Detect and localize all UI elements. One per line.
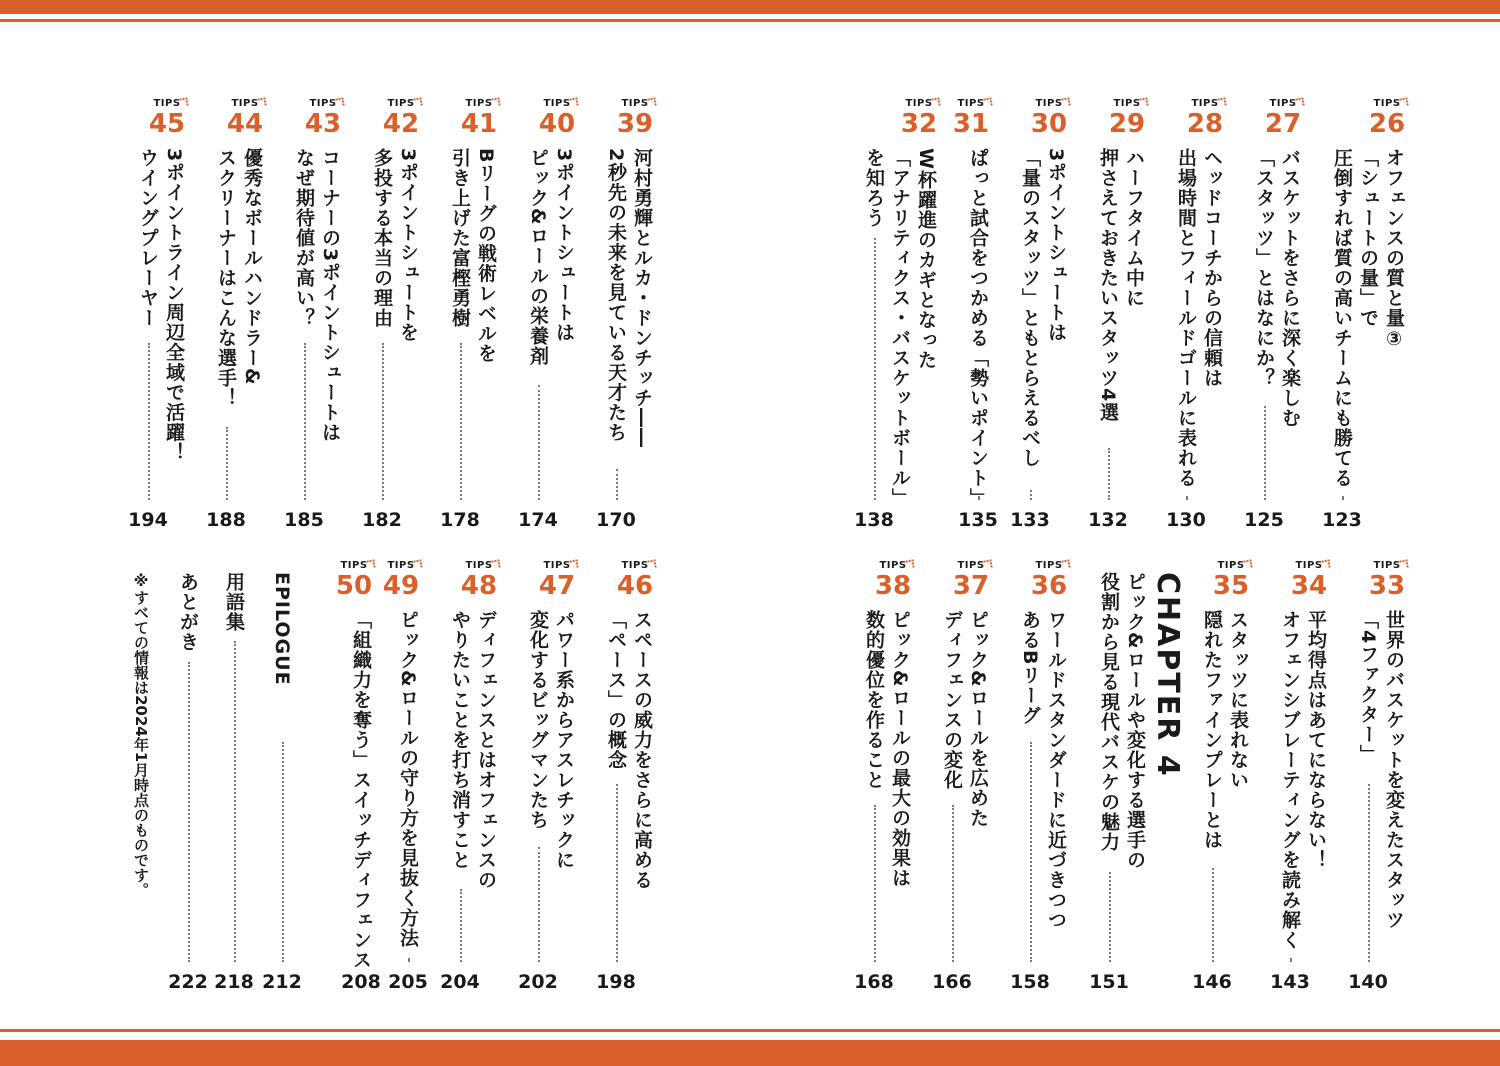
page-number: 132 bbox=[1088, 509, 1128, 531]
entry-title-line: ピック&ロールを広めた bbox=[967, 610, 989, 828]
entry-title-line: 平均得点はあてにならない！ bbox=[1305, 610, 1327, 870]
entry-title-line: 2秒先の未来を見ている天才たち bbox=[605, 148, 627, 443]
entry-title-line: 多投する本当の理由 bbox=[371, 148, 393, 328]
page-number: 138 bbox=[854, 509, 894, 531]
entry-title-line: 河村勇輝とルカ・ドンチッチ―― bbox=[631, 148, 653, 448]
extra-title[interactable]: 用語集 bbox=[223, 572, 245, 632]
entry-title-line: 「シュートの量」で bbox=[1357, 148, 1379, 328]
tips-label: TIPS bbox=[1024, 560, 1074, 572]
leader-dots bbox=[538, 385, 540, 500]
tips-number: 38 bbox=[874, 571, 912, 601]
tips-badge bbox=[1206, 560, 1256, 600]
tips-number: 33 bbox=[1368, 571, 1406, 601]
leader-dots bbox=[952, 805, 954, 962]
page-number: 202 bbox=[518, 971, 558, 993]
entry-title-line: 優秀なボールハンドラー& bbox=[241, 148, 263, 386]
entry-title-line: 「量のスタッツ」ともとらえるべし bbox=[1019, 148, 1041, 468]
tips-badge bbox=[142, 98, 192, 138]
tips-badge bbox=[532, 98, 582, 138]
tips-label: TIPS bbox=[1024, 98, 1074, 110]
page-number: 185 bbox=[284, 509, 324, 531]
tips-badge bbox=[532, 560, 582, 600]
entry-title-line: 「ペース」の概念 bbox=[605, 610, 627, 770]
page-number: 170 bbox=[596, 509, 636, 531]
entry-title-line: 世界のバスケットを変えたスタッツ bbox=[1383, 610, 1405, 930]
page-number: 143 bbox=[1270, 971, 1310, 993]
leader-dots bbox=[1264, 406, 1266, 500]
tips-number: 37 bbox=[952, 571, 990, 601]
tips-badge bbox=[946, 560, 996, 600]
page-number: 130 bbox=[1166, 509, 1206, 531]
entry-title-line: 「スタッツ」とはなにか？ bbox=[1253, 148, 1275, 388]
entry-title-line: パワー系からアスレチックに bbox=[553, 610, 575, 870]
leader-dots bbox=[1030, 490, 1032, 500]
entry-title-line: 3ポイントシュートは bbox=[553, 148, 575, 343]
entry-title-line: あるBリーグ bbox=[1019, 610, 1041, 726]
tips-badge bbox=[868, 560, 918, 600]
entry-title-line: ディフェンスの変化 bbox=[941, 610, 963, 790]
leader-dots bbox=[1030, 742, 1032, 962]
leader-dots bbox=[1290, 958, 1292, 962]
entry-title-line: ディフェンスとはオフェンスの bbox=[475, 610, 497, 890]
entry-title-line: ピック&ロールの栄養剤 bbox=[527, 148, 549, 366]
tips-label: TIPS bbox=[894, 98, 944, 110]
tips-label: TIPS bbox=[532, 560, 582, 572]
page-number: 135 bbox=[958, 509, 998, 531]
tips-label: TIPS bbox=[454, 560, 504, 572]
tips-label: TIPS bbox=[376, 560, 426, 572]
tips-label: TIPS bbox=[1102, 98, 1152, 110]
leader-dots bbox=[616, 784, 618, 962]
page-number: 205 bbox=[388, 971, 428, 993]
entry-title-line: 「アナリティクス・バスケットボール」 bbox=[889, 148, 911, 508]
entry-title-line: ワールドスタンダードに近づきつつ bbox=[1045, 610, 1067, 930]
entry-title-line: 出場時間とフィールドゴールに表れる bbox=[1175, 148, 1197, 488]
entry-title-line: 隠れたファインプレーとは bbox=[1201, 610, 1223, 850]
entry-title-line: ピック&ロールの守り方を見抜く方法 bbox=[397, 610, 419, 948]
leader-dots bbox=[978, 496, 980, 500]
top-orange-band bbox=[0, 0, 1500, 14]
tips-label: TIPS bbox=[454, 98, 504, 110]
page-number: 133 bbox=[1010, 509, 1050, 531]
tips-number: 46 bbox=[616, 571, 654, 601]
bottom-orange-band bbox=[0, 1040, 1500, 1066]
tips-number: 30 bbox=[1030, 109, 1068, 139]
leader-dots bbox=[1186, 496, 1188, 500]
tips-label: TIPS bbox=[1362, 98, 1412, 110]
leader-dots bbox=[874, 805, 876, 962]
tips-label: TIPS bbox=[1362, 560, 1412, 572]
leader-dots bbox=[1109, 872, 1111, 962]
entry-title-line: オフェンスの質と量③ bbox=[1383, 148, 1405, 351]
page-number: 146 bbox=[1192, 971, 1232, 993]
page-number: 158 bbox=[1010, 971, 1050, 993]
tips-badge bbox=[894, 98, 944, 138]
tips-label: TIPS bbox=[946, 98, 996, 110]
leader-dots bbox=[1108, 448, 1110, 500]
tips-badge bbox=[1258, 98, 1308, 138]
tips-number: 32 bbox=[900, 109, 938, 139]
tips-badge bbox=[1102, 98, 1152, 138]
entry-title-line: ウイングプレーヤー bbox=[137, 148, 159, 328]
entry-title-line: 3ポイントシュートは bbox=[1045, 148, 1067, 343]
page-number: 218 bbox=[214, 971, 254, 993]
leader-dots bbox=[408, 958, 410, 962]
tips-number: 31 bbox=[952, 109, 990, 139]
page-number: 168 bbox=[854, 971, 894, 993]
entry-title-line: 「組織力を奪う」スイッチディフェンス bbox=[350, 610, 372, 970]
page-number: 151 bbox=[1089, 971, 1129, 993]
chapter-label: CHAPTER 4 bbox=[1150, 572, 1185, 778]
entry-title-line: 引き上げた富樫勇樹 bbox=[449, 148, 471, 328]
tips-badge bbox=[1024, 560, 1074, 600]
tips-number: 42 bbox=[382, 109, 420, 139]
tips-number: 39 bbox=[616, 109, 654, 139]
tips-label: TIPS bbox=[868, 560, 918, 572]
entry-title-line: ヘッドコーチからの信頼は bbox=[1201, 148, 1223, 388]
leader-dots bbox=[361, 958, 363, 962]
leader-dots bbox=[226, 427, 228, 500]
tips-badge bbox=[376, 560, 426, 600]
tips-number: 43 bbox=[304, 109, 342, 139]
extra-title[interactable]: あとがき bbox=[177, 572, 199, 652]
tips-number: 28 bbox=[1186, 109, 1224, 139]
entry-title-line: コーナーの3ポイントシュートは bbox=[319, 148, 341, 443]
tips-badge bbox=[1284, 560, 1334, 600]
leader-dots bbox=[460, 343, 462, 500]
entry-title-line: 圧倒すれば質の高いチームにも勝てる bbox=[1331, 148, 1353, 488]
page-number: 123 bbox=[1322, 509, 1362, 531]
tips-badge bbox=[376, 98, 426, 138]
tips-number: 44 bbox=[226, 109, 264, 139]
tips-number: 49 bbox=[382, 571, 420, 601]
entry-title-line: 3ポイントシュートを bbox=[397, 148, 419, 343]
tips-number: 35 bbox=[1212, 571, 1250, 601]
tips-number: 29 bbox=[1108, 109, 1146, 139]
tips-number: 26 bbox=[1368, 109, 1406, 139]
entry-title-line: ハーフタイム中に bbox=[1123, 148, 1145, 308]
leader-dots bbox=[1342, 496, 1344, 500]
page-number: 198 bbox=[596, 971, 636, 993]
tips-number: 48 bbox=[460, 571, 498, 601]
tips-label: TIPS bbox=[946, 560, 996, 572]
tips-number: 40 bbox=[538, 109, 576, 139]
tips-label: TIPS bbox=[1206, 560, 1256, 572]
leader-dots bbox=[188, 662, 190, 962]
tips-number: 45 bbox=[148, 109, 186, 139]
page-number: 125 bbox=[1244, 509, 1284, 531]
tips-badge bbox=[1362, 98, 1412, 138]
tips-label: TIPS bbox=[1258, 98, 1308, 110]
leader-dots bbox=[460, 889, 462, 962]
leader-dots bbox=[234, 641, 236, 962]
page-number: 194 bbox=[128, 509, 168, 531]
tips-badge bbox=[454, 98, 504, 138]
tips-badge bbox=[610, 560, 660, 600]
tips-number: 36 bbox=[1030, 571, 1068, 601]
entry-title-line: スペースの威力をさらに高める bbox=[631, 610, 653, 890]
entry-title-line: ピック&ロールの最大の効果は bbox=[889, 610, 911, 888]
tips-number: 50 bbox=[335, 571, 373, 601]
leader-dots bbox=[382, 343, 384, 500]
chapter-title-line: ピック&ロールや変化する選手の bbox=[1124, 572, 1146, 870]
tips-badge bbox=[329, 560, 379, 600]
leader-dots bbox=[1212, 868, 1214, 962]
leader-dots bbox=[1368, 784, 1370, 962]
tips-number: 47 bbox=[538, 571, 576, 601]
page-number: 182 bbox=[362, 509, 402, 531]
entry-title-line: 3ポイントライン周辺全域で活躍！ bbox=[163, 148, 185, 463]
chapter-title-line: 役割から見る現代バスケの魅力 bbox=[1098, 572, 1120, 852]
page-number: 188 bbox=[206, 509, 246, 531]
tips-label: TIPS bbox=[298, 98, 348, 110]
tips-label: TIPS bbox=[142, 98, 192, 110]
tips-badge bbox=[1024, 98, 1074, 138]
tips-number: 41 bbox=[460, 109, 498, 139]
entry-title-line: を知ろう bbox=[863, 148, 885, 228]
page-number: 166 bbox=[932, 971, 972, 993]
page-number: 212 bbox=[262, 971, 302, 993]
entry-title-line: スクリーナーはこんな選手！ bbox=[215, 148, 237, 408]
entry-title-line: 「4ファクター」 bbox=[1357, 610, 1379, 765]
tips-label: TIPS bbox=[610, 560, 660, 572]
extra-title[interactable]: EPILOGUE bbox=[271, 572, 293, 686]
leader-dots bbox=[616, 469, 618, 500]
entry-title-line: ぱっと試合をつかめる「勢いポイント」 bbox=[967, 148, 989, 508]
leader-dots bbox=[282, 742, 284, 962]
entry-title-line: 数的優位を作ること bbox=[863, 610, 885, 790]
tips-label: TIPS bbox=[610, 98, 660, 110]
tips-badge bbox=[946, 98, 996, 138]
entry-title-line: W杯躍進のカギとなった bbox=[915, 148, 937, 370]
tips-label: TIPS bbox=[1284, 560, 1334, 572]
tips-label: TIPS bbox=[532, 98, 582, 110]
entry-title-line: 変化するビッグマンたち bbox=[527, 610, 549, 830]
leader-dots bbox=[304, 343, 306, 500]
tips-badge bbox=[610, 98, 660, 138]
entry-title-line: オフェンシブレーティングを読み解く bbox=[1279, 610, 1301, 950]
tips-badge bbox=[298, 98, 348, 138]
tips-label: TIPS bbox=[329, 560, 379, 572]
page-number: 174 bbox=[518, 509, 558, 531]
page-number: 208 bbox=[341, 971, 381, 993]
page-number: 204 bbox=[440, 971, 480, 993]
tips-label: TIPS bbox=[1180, 98, 1230, 110]
footnote: ※すべての情報は2024年1月時点のものです。 bbox=[132, 572, 150, 898]
top-orange-rule bbox=[0, 19, 1500, 22]
tips-number: 34 bbox=[1290, 571, 1328, 601]
tips-badge bbox=[1180, 98, 1230, 138]
entry-title-line: Bリーグの戦術レベルを bbox=[475, 148, 497, 364]
tips-badge bbox=[454, 560, 504, 600]
page-number: 222 bbox=[168, 971, 208, 993]
page-number: 140 bbox=[1348, 971, 1388, 993]
entry-title-line: バスケットをさらに深く楽しむ bbox=[1279, 148, 1301, 428]
leader-dots bbox=[874, 238, 876, 500]
bottom-orange-rule bbox=[0, 1029, 1500, 1032]
entry-title-line: やりたいことを打ち消すこと bbox=[449, 610, 471, 870]
tips-label: TIPS bbox=[376, 98, 426, 110]
entry-title-line: 押さえておきたいスタッツ4選 bbox=[1097, 148, 1119, 423]
tips-badge bbox=[220, 98, 270, 138]
tips-label: TIPS bbox=[220, 98, 270, 110]
tips-number: 27 bbox=[1264, 109, 1302, 139]
entry-title-line: スタッツに表れない bbox=[1227, 610, 1249, 790]
leader-dots bbox=[148, 343, 150, 500]
entry-title-line: なぜ期待値が高い？ bbox=[293, 148, 315, 328]
tips-badge bbox=[1362, 560, 1412, 600]
leader-dots bbox=[538, 847, 540, 962]
page-number: 178 bbox=[440, 509, 480, 531]
